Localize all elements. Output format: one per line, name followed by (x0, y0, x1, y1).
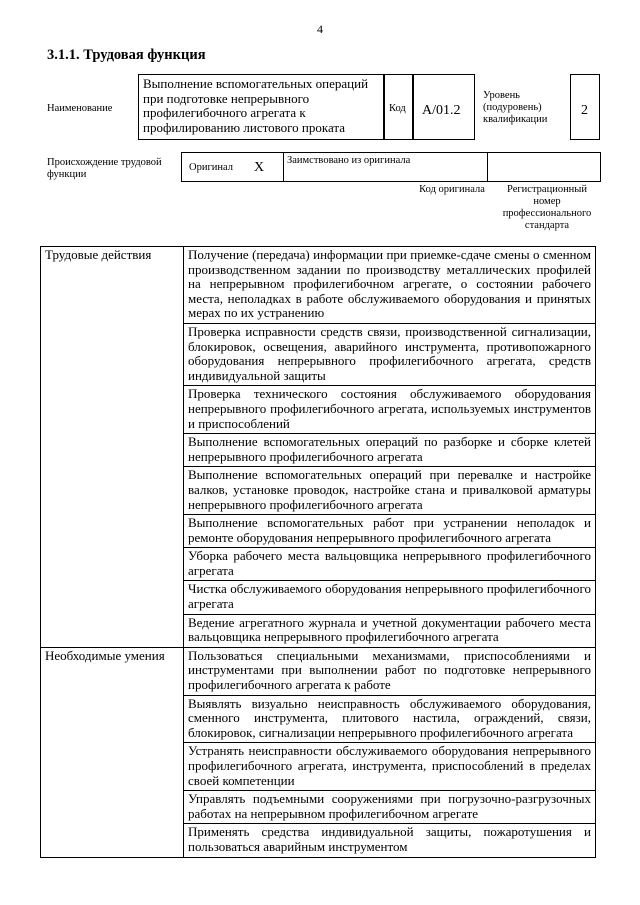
table-cell: Проверка исправности средств связи, производственной сигнализации, блокировок, освещения, аварийного инструмента, противопожарного оборудования непрерывного профилегибочного агрегата, средств индивидуальной защиты (184, 323, 596, 385)
origin-divider-2 (487, 153, 488, 181)
original-mark: X (254, 160, 265, 175)
table-cell: Выполнение вспомогательных операций при перевалке и настройке валков, установке проводок, настройке стана и привалковой арматуры непрерывного профилегибочного агрегата (184, 467, 596, 515)
table-cell: Выявлять визуально неисправность обслуживаемого оборудования, сменного инструмента, плитового настила, ограждений, связи, блокировок, сигнализации непрерывного профилегибочного агрегата (184, 695, 596, 743)
origin-label: Происхождение трудовой функции (47, 157, 162, 180)
table-cell: Выполнение вспомогательных операций по разборке и сборке клетей непрерывного профилегибочного агрегата (184, 434, 596, 467)
code-label-box (384, 74, 413, 140)
table-cell: Пользоваться специальными механизмами, приспособлениями и инструментами при выполнении работ по подготовке непрерывного профилегибочного агрегата к работе (184, 647, 596, 695)
section-title: 3.1.1. Трудовая функция (47, 47, 206, 63)
page-number: 4 (317, 22, 323, 36)
table-cell: Управлять подъемными сооружениями при погрузочно-разгрузочных работах на непрерывном профилегибочном агрегате (184, 791, 596, 824)
name-value: Выполнение вспомогательных операций при подготовке непрерывного профилегибочного агрегата к профилированию листового проката (143, 76, 369, 135)
original-label: Оригинал (189, 162, 233, 173)
main-table (40, 246, 596, 858)
code-caption: Код оригинала (419, 184, 485, 195)
level-label: Уровень (подуровень) квалификации (483, 90, 548, 125)
section-heading: Необходимые умения (41, 647, 184, 857)
reg-caption: Регистрационный номер профессионального стандарта (502, 184, 592, 231)
code-label: Код (389, 103, 406, 114)
table-row (41, 647, 596, 695)
table-cell: Устранять неисправности обслуживаемого оборудования непрерывного профилегибочного агрегата, инструмента, приспособлений в пределах своей компетенции (184, 743, 596, 791)
code-value: A/01.2 (422, 103, 461, 118)
borrowed-label: Заимствовано из оригинала (287, 155, 411, 166)
table-cell: Уборка рабочего места вальцовщика непрерывного профилегибочного агрегата (184, 548, 596, 581)
code-value-box (413, 74, 475, 140)
table-cell: Применять средства индивидуальной защиты, пожаротушения и пользоваться аварийным инструментом (184, 824, 596, 857)
origin-row (181, 152, 601, 182)
name-label: Наименование (47, 103, 113, 114)
table-cell: Проверка технического состояния обслуживаемого оборудования непрерывного профилегибочного агрегата, используемых инструментов и приспособлений (184, 386, 596, 434)
table-cell: Чистка обслуживаемого оборудования непрерывного профилегибочного агрегата (184, 581, 596, 614)
table-row (41, 247, 596, 324)
section-heading: Трудовые действия (41, 247, 184, 648)
table-cell: Выполнение вспомогательных работ при устранении неполадок и ремонте оборудования непрерывного профилегибочного агрегата (184, 515, 596, 548)
name-value-box (138, 74, 384, 140)
level-value-box (570, 74, 600, 140)
origin-divider-1 (283, 153, 284, 181)
table-cell: Ведение агрегатного журнала и учетной документации рабочего места вальцовщика непрерывного профилегибочного агрегата (184, 614, 596, 647)
level-value: 2 (581, 103, 588, 118)
table-cell: Получение (передача) информации при приемке-сдаче смены о сменном производственном задании по производству металлических профилей на непрерывном профилегибочном агрегате, о состоянии рабочего места, неполадках в работе обслуживаемого оборудования и принятых мерах по их устранению (184, 247, 596, 324)
